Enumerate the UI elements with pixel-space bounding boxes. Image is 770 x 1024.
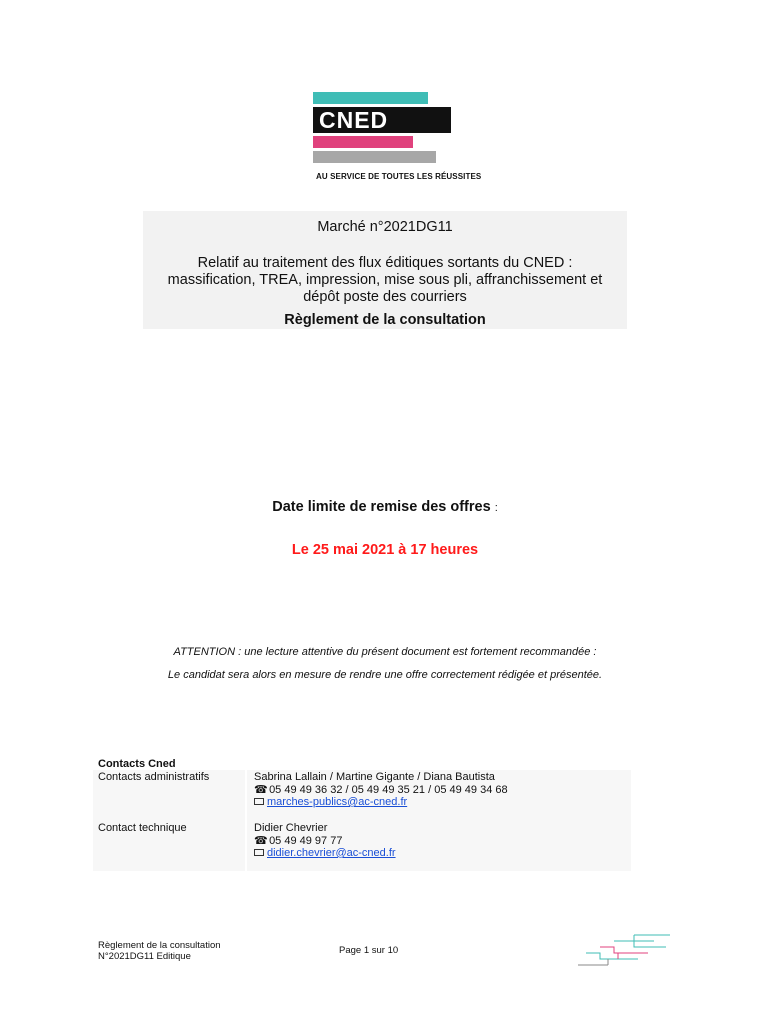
technical-contact-phone: 05 49 49 97 77	[269, 834, 343, 847]
deadline-label	[0, 499, 770, 515]
subject-line-3: dépôt poste des courriers	[303, 289, 467, 305]
phone-icon: ☎	[254, 783, 268, 796]
mail-icon	[254, 798, 264, 805]
logo-pink-bar	[313, 136, 413, 148]
admin-contacts-label: Contacts administratifs	[98, 771, 210, 783]
deadline-label-text: Date limite de remise des offres	[272, 499, 491, 515]
mail-icon	[254, 849, 264, 856]
contacts-header: Contacts Cned	[98, 758, 176, 770]
title-block	[143, 211, 627, 329]
technical-contact-name: Didier Chevrier	[254, 822, 328, 834]
admin-contacts-phones: 05 49 49 36 32 / 05 49 49 35 21 / 05 49 49 34 68	[269, 783, 508, 796]
footer-document-ref	[98, 940, 221, 962]
contacts-label-column	[93, 770, 245, 871]
marche-subject	[147, 255, 623, 306]
admin-contacts-email-row	[254, 796, 508, 809]
subject-line-1: Relatif au traitement des flux éditiques sortants du CNED :	[197, 255, 573, 271]
cned-logo	[313, 92, 482, 184]
technical-contact-email-row	[254, 847, 396, 860]
deadline-colon: :	[494, 502, 498, 514]
document-type: Règlement de la consultation	[284, 312, 486, 328]
footer-page-number: Page 1 sur 10	[339, 945, 399, 956]
attention-line-2: Le candidat sera alors en mesure de rendre une offre correctement rédigée et présentée.	[167, 669, 603, 681]
logo-teal-bar	[313, 92, 428, 104]
footer-doc-line-1: Règlement de la consultation	[98, 940, 221, 951]
logo-brand-text: CNED	[319, 107, 389, 133]
footer-doc-line-2: N°2021DG11 Editique	[98, 951, 191, 962]
attention-notice	[0, 641, 770, 687]
admin-contacts-names: Sabrina Lallain / Martine Gigante / Diana Bautista	[254, 771, 495, 783]
deadline-date: Le 25 mai 2021 à 17 heures	[291, 542, 479, 558]
technical-contact-details	[254, 822, 396, 860]
admin-email-link[interactable]: marches-publics@ac-cned.fr	[267, 796, 408, 808]
attention-line-1: ATTENTION : une lecture attentive du présent document est fortement recommandée :	[173, 646, 597, 658]
logo-grey-bar	[313, 151, 436, 163]
footer-decorative-lines-icon	[578, 933, 672, 967]
technical-contact-label: Contact technique	[98, 822, 187, 834]
logo-tagline: AU SERVICE DE TOUTES LES RÉUSSITES	[316, 172, 482, 181]
phone-icon: ☎	[254, 834, 268, 847]
admin-contacts-details	[254, 771, 508, 809]
contacts-table	[93, 757, 631, 871]
admin-contacts-phones-row	[254, 784, 508, 797]
subject-line-2: massification, TREA, impression, mise sous pli, affranchissement et	[167, 272, 603, 288]
marche-number: Marché n°2021DG11	[317, 219, 453, 235]
technical-contact-phone-row	[254, 835, 396, 848]
technical-email-link[interactable]: didier.chevrier@ac-cned.fr	[267, 847, 396, 859]
